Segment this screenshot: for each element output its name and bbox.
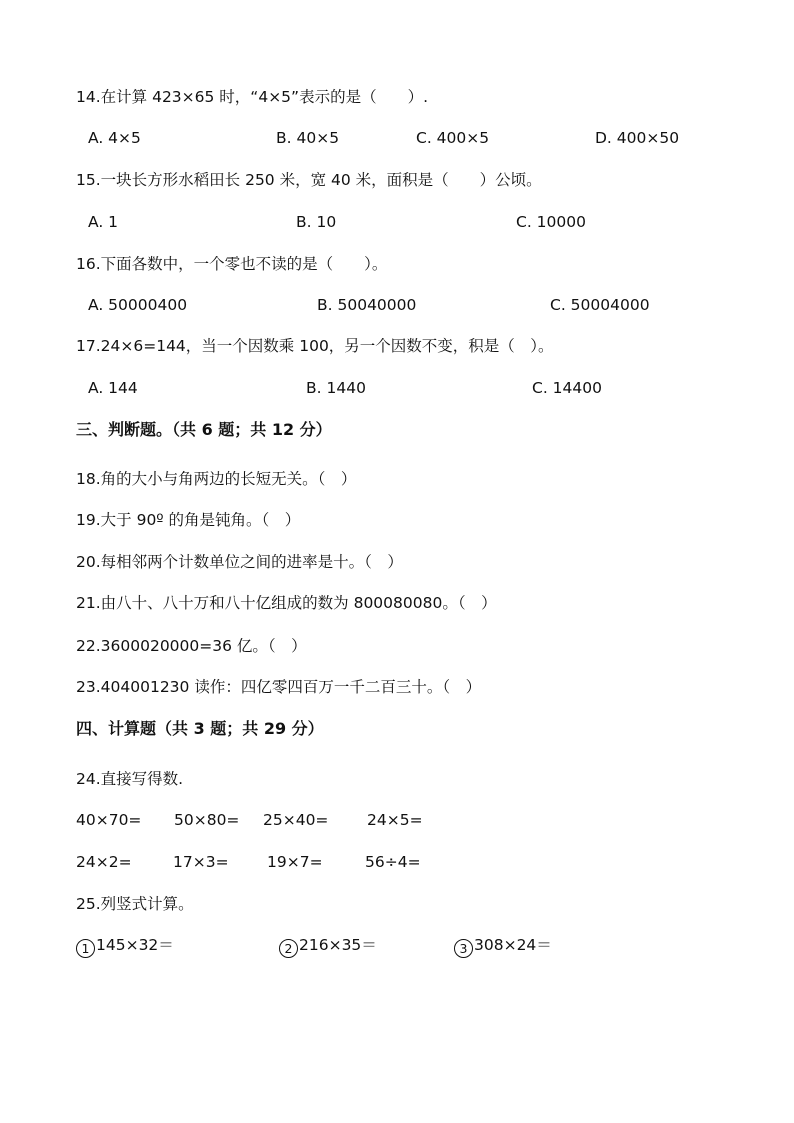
- question-14-option-c: C. 400×5: [416, 129, 490, 147]
- calc-item: 50×80=: [174, 811, 240, 829]
- question-17-option-a: A. 144: [88, 379, 138, 397]
- vertical-calc-expression: 145×32＝: [96, 936, 174, 954]
- question-16-stem: 16.下面各数中，一个零也不读的是（ ）。: [76, 255, 388, 273]
- question-22: 22.3600020000=36 亿。（ ）: [76, 637, 307, 655]
- question-23: 23.404001230 读作：四亿零四百万一千二百三十。（ ）: [76, 678, 482, 696]
- question-15-option-b: B. 10: [296, 213, 337, 231]
- vertical-calc-item-1: [76, 935, 174, 958]
- vertical-calc-item-3: [454, 935, 552, 958]
- question-16-option-a: A. 50000400: [88, 296, 188, 314]
- vertical-calc-item-2: [279, 935, 377, 958]
- question-16-option-b: B. 50040000: [317, 296, 417, 314]
- question-14-stem: 14.在计算 423×65 时，“4×5”表示的是（ ）.: [76, 88, 428, 106]
- calc-item: 56÷4=: [365, 853, 421, 871]
- calc-item: 19×7=: [267, 853, 323, 871]
- calc-item: 17×3=: [173, 853, 229, 871]
- section-4-heading: 四、计算题（共 3 题；共 29 分）: [76, 719, 324, 738]
- question-19: 19.大于 90º 的角是钝角。（ ）: [76, 511, 301, 529]
- question-15-stem: 15.一块长方形水稻田长 250 米，宽 40 米，面积是（ ）公顷。: [76, 171, 542, 189]
- question-20: 20.每相邻两个计数单位之间的进率是十。（ ）: [76, 553, 403, 571]
- circled-number-2-icon: 2: [279, 939, 298, 958]
- question-17-option-b: B. 1440: [306, 379, 366, 397]
- circled-number-3-icon: 3: [454, 939, 473, 958]
- calc-item: 24×2=: [76, 853, 132, 871]
- question-14-option-d: D. 400×50: [595, 129, 680, 147]
- question-18: 18.角的大小与角两边的长短无关。（ ）: [76, 470, 357, 488]
- question-15-option-a: A. 1: [88, 213, 119, 231]
- vertical-calc-expression: 216×35＝: [299, 936, 377, 954]
- question-15-option-c: C. 10000: [516, 213, 586, 231]
- vertical-calc-expression: 308×24＝: [474, 936, 552, 954]
- section-3-heading: 三、判断题。（共 6 题；共 12 分）: [76, 420, 332, 439]
- question-14-option-b: B. 40×5: [276, 129, 340, 147]
- question-21: 21.由八十、八十万和八十亿组成的数为 800080080。（ ）: [76, 594, 497, 612]
- question-24-stem: 24.直接写得数.: [76, 770, 184, 788]
- question-25-stem: 25.列竖式计算。: [76, 895, 194, 913]
- question-17-stem: 17.24×6=144，当一个因数乘 100，另一个因数不变，积是（ ）。: [76, 337, 554, 355]
- question-16-option-c: C. 50004000: [550, 296, 650, 314]
- question-14-option-a: A. 4×5: [88, 129, 141, 147]
- calc-item: 40×70=: [76, 811, 142, 829]
- question-17-option-c: C. 14400: [532, 379, 602, 397]
- circled-number-1-icon: 1: [76, 939, 95, 958]
- calc-item: 25×40=: [263, 811, 329, 829]
- calc-item: 24×5=: [367, 811, 423, 829]
